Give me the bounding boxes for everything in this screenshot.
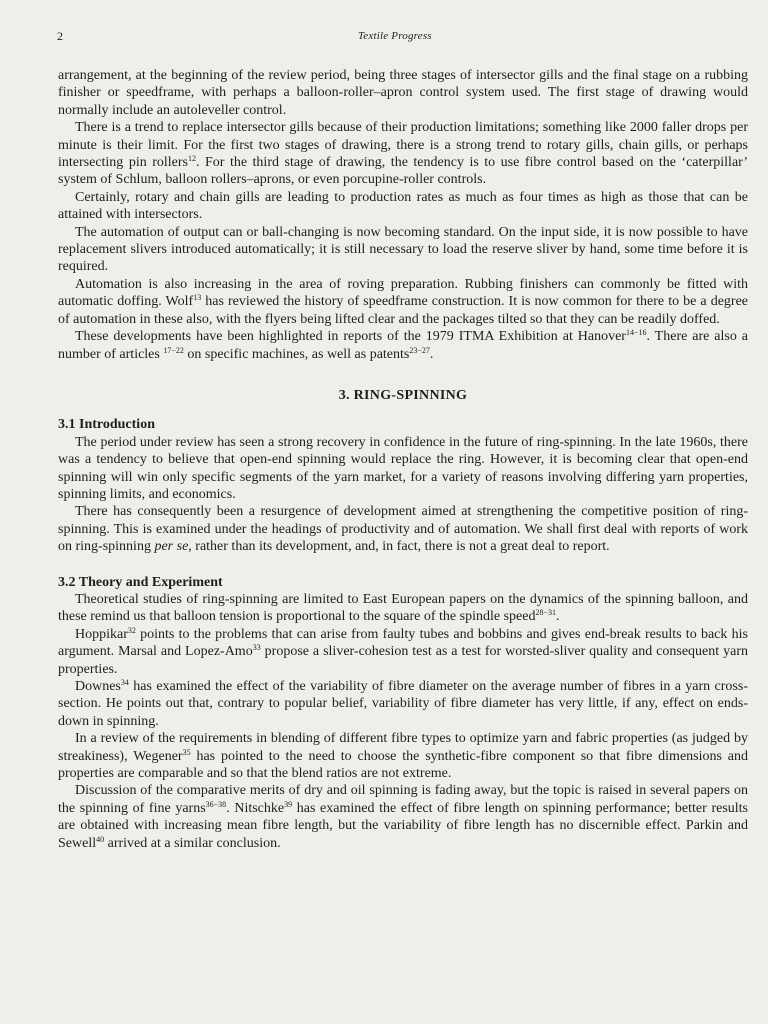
journal-title: Textile Progress (358, 30, 432, 42)
running-head (57, 29, 746, 47)
subsection-heading: 3.1 Introduction (58, 417, 155, 433)
paragraph: Discussion of the comparative merits of dry and oil spinning is fading away, but the topic is raised in several papers on the spinning of fine yarns$^{36-38}$. Nitschke$^{39}$ has examined the effect of fibre length on spinning performance; better results are obtained with increasing mean fibre length, but the variability of fibre length has no discernible effect. Parkin and Sewell$^{40}$ arrived at a similar conclusion. (58, 783, 748, 851)
section-heading: 3. RING-SPINNING (338, 387, 468, 403)
paragraph: There is a trend to replace intersector gills because of their production limitations; something like 2000 faller drops per minute is their limit. For the first two stages of drawing, there is a strong trend to rotary gills, chain gills, or perhaps intersecting pin rollers$^{12}$. For the third stage of drawing, the tendency is to use fibre control based on the ‘caterpillar’ system of Schlum, balloon rollers–aprons, or even porcupine-roller controls. (58, 120, 749, 188)
paragraph: Automation is also increasing in the area of roving preparation. Rubbing finishers can commonly be fitted with automatic doffing. Wolf$^{13}$ has reviewed the history of speedframe construction. It is now common for there to be a degree of automation in these also, with the flyers being lifted clear and the packages tilted so that they can be readily doffed. (58, 276, 748, 327)
paragraph: Downes$^{34}$ has examined the effect of the variability of fibre diameter on the average number of fibres in a yarn cross-section. He points out that, contrary to popular belief, variability of fibre diameter has very little, if any, effect on ends-down in spinning. (58, 678, 748, 729)
article-body (58, 67, 748, 852)
subsection-heading: 3.2 Theory and Experiment (58, 574, 223, 590)
paragraph: Certainly, rotary and chain gills are leading to production rates as much as four times as high as those that can be attained with intersectors. (58, 189, 748, 223)
page-number: 2 (57, 29, 63, 43)
paragraph: Hoppikar$^{32}$ points to the problems that can arise from faulty tubes and bobbins and gives end-break results to back his argument. Marsal and Lopez-Amo$^{33}$ propose a sliver-cohesion test as a test for worsted-sliver quality and consequent yarn properties. (58, 625, 748, 677)
paragraph: There has consequently been a resurgence of development aimed at strengthening the competitive position of ring-spinning. This is examined under the headings of productivity and of automation. We shall first deal with reports of work on ring-spinning per se, rather than its development, and, in fact, there is not a great deal to report. (58, 504, 748, 555)
paragraph: The period under review has seen a strong recovery in confidence in the future of ring-spinning. In the late 1960s, there was a tendency to believe that open-end spinning would replace the ring. However, it is becoming clear that open-end spinning will win only specific segments of the yarn market, for a variety of reasons involving differing yarn properties, spinning limits, and economics. (58, 434, 748, 502)
paragraph: arrangement, at the beginning of the review period, being three stages of intersector gills and the final stage on a rubbing finisher or speedframe, with perhaps a balloon-roller–apron control system used. The first stage of drawing would normally include an autoleveller control. (58, 68, 748, 118)
paragraph: The automation of output can or ball-changing is now becoming standard. On the input side, it is now possible to have replacement slivers introduced automatically; it is still necessary to load the reserve sliver by hand, some time before it is required. (58, 224, 748, 275)
paragraph: Theoretical studies of ring-spinning are limited to East European papers on the dynamics of the spinning balloon, and these remind us that balloon tension is proportional to the square of the spindle speed$^{28-31}$. (58, 591, 748, 625)
paragraph: In a review of the requirements in blending of different fibre types to optimize yarn and fabric properties (as judged by streakiness), Wegener$^{35}$ has pointed to the need to choose the synthetic-fibre component so that fibre dimensions and properties are comparable and so that the blend ratios are not extreme. (58, 731, 749, 782)
paragraph: These developments have been highlighted in reports of the 1979 ITMA Exhibition at Hanover$^{14-16}$. There are also a number of articles $^{17-22}$ on specific machines, as well as patents$^{23-27}$. (58, 328, 749, 362)
